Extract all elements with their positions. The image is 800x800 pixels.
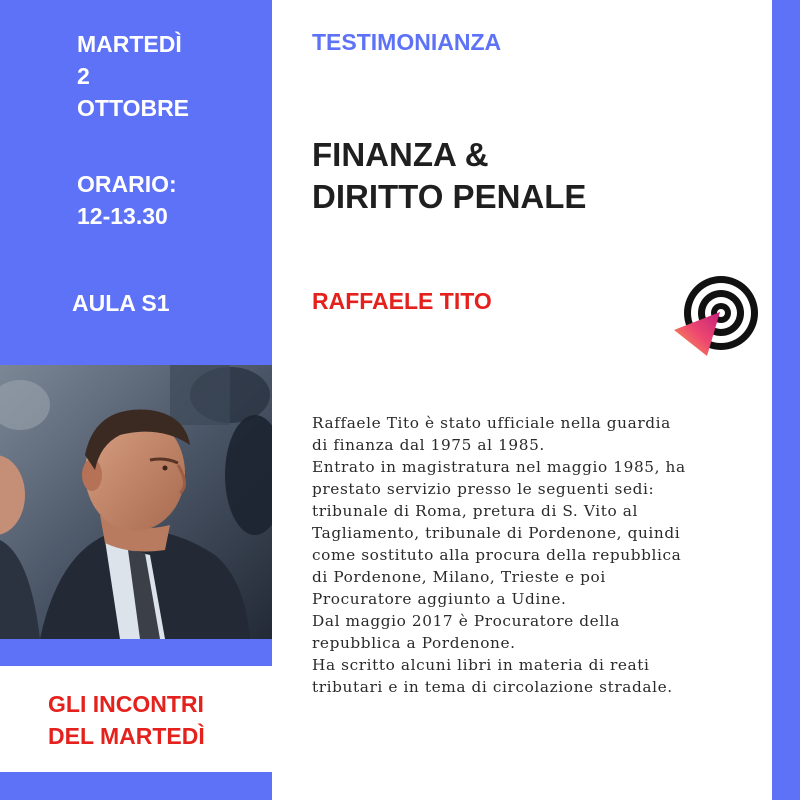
bio-line: Ha scritto alcuni libri in materia di reati [312, 656, 650, 674]
date-month: OTTOBRE [77, 95, 190, 121]
bio-line: come sostituto alla procura della repubblica [312, 546, 682, 564]
title-line-1: FINANZA & [312, 136, 489, 173]
category-label: TESTIMONIANZA [312, 29, 502, 55]
event-room: AULA S1 [72, 290, 170, 316]
bio-line: repubblica a Pordenone. [312, 634, 516, 652]
date-weekday: MARTEDÌ [77, 31, 182, 57]
title-line-2: DIRITTO PENALE [312, 178, 587, 215]
event-date [77, 28, 267, 124]
speaker-photo [0, 365, 272, 639]
right-accent-strip [772, 0, 800, 800]
bio-line: Raffaele Tito è stato ufficiale nella guardia [312, 414, 671, 432]
series-line-2: DEL MARTEDÌ [48, 723, 205, 749]
speaker-bio [312, 412, 752, 698]
bio-line: tributari e in tema di circolazione stradale. [312, 678, 673, 696]
bio-line: di finanza dal 1975 al 1985. [312, 436, 545, 454]
bio-line: prestato servizio presso le seguenti sedi: [312, 480, 655, 498]
divider-strip [0, 639, 272, 666]
time-value: 12-13.30 [77, 203, 168, 229]
bio-line: Procuratore aggiunto a Udine. [312, 590, 567, 608]
talk-title [312, 134, 752, 218]
speaker-name: RAFFAELE TITO [312, 288, 492, 314]
series-title [48, 688, 268, 752]
speaker-photo-image [0, 365, 272, 639]
target-icon [672, 272, 764, 362]
bio-line: tribunale di Roma, pretura di S. Vito al [312, 502, 638, 520]
time-label: ORARIO: [77, 171, 177, 197]
footer-strip [0, 772, 272, 800]
date-day: 2 [77, 63, 90, 89]
bio-line: Dal maggio 2017 è Procuratore della [312, 612, 621, 630]
bio-line: Entrato in magistratura nel maggio 1985, ha [312, 458, 686, 476]
bio-line: Tagliamento, tribunale di Pordenone, quindi [312, 524, 681, 542]
event-time [77, 168, 267, 232]
bio-line: di Pordenone, Milano, Trieste e poi [312, 568, 606, 586]
series-line-1: GLI INCONTRI [48, 691, 204, 717]
